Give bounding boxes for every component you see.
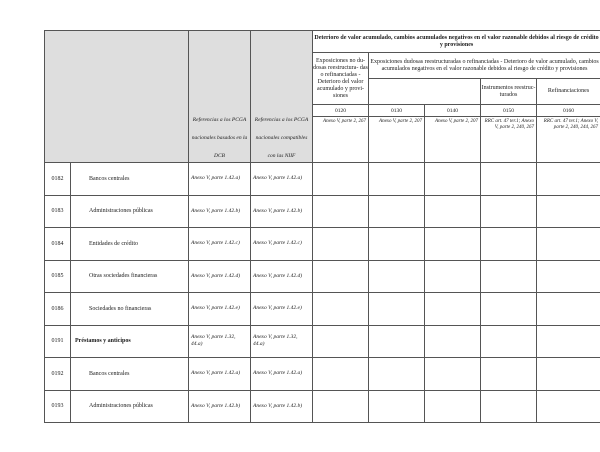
value-cell-0120[interactable]: [313, 228, 369, 261]
row-code: 0183: [45, 195, 71, 228]
value-cell-0140[interactable]: [425, 163, 481, 196]
col-code-0140: 0140: [425, 105, 481, 117]
row-ref-niif: Anexo V, parte 1.42.a): [251, 163, 313, 196]
table-row: [45, 260, 600, 293]
value-cell-0150[interactable]: [481, 358, 537, 391]
row-ref-dcb: Anexo V, parte 1.42.b): [189, 195, 251, 228]
row-code: 0184: [45, 228, 71, 261]
value-cell-0150[interactable]: [481, 195, 537, 228]
row-ref-niif: Anexo V, parte 1.42.b): [251, 195, 313, 228]
col-ref: Anexo V, parte 2, 207: [369, 117, 425, 163]
value-cell-0160[interactable]: [537, 228, 600, 261]
row-ref-niif: Anexo V, parte 1.32, 44.a): [251, 325, 313, 358]
row-ref-dcb: Anexo V, parte 1.42.a): [189, 163, 251, 196]
table-row: [45, 163, 600, 196]
row-ref-dcb: Anexo V, parte 1.42.c): [189, 228, 251, 261]
row-ref-niif: Anexo V, parte 1.42.a): [251, 358, 313, 391]
row-ref-niif: Anexo V, parte 1.42.b): [251, 390, 313, 423]
value-cell-0140[interactable]: [425, 358, 481, 391]
finrep-table: [44, 30, 600, 423]
col-code-0130: 0130: [369, 105, 425, 117]
header-performing: Exposiciones no du- dosas reestructura- das o refinanciadas - Deterioro del valor acumulado y provi- siones: [313, 53, 369, 105]
row-label: Administraciones públicas: [71, 195, 189, 228]
row-label: Entidades de crédito: [71, 228, 189, 261]
row-ref-dcb: Anexo V, parte 1.32, 44.a): [189, 325, 251, 358]
value-cell-0120[interactable]: [313, 390, 369, 423]
value-cell-0120[interactable]: [313, 163, 369, 196]
value-cell-0150[interactable]: [481, 325, 537, 358]
value-cell-0140[interactable]: [425, 390, 481, 423]
row-ref-niif: Anexo V, parte 1.42.e): [251, 293, 313, 326]
table-row: [45, 228, 600, 261]
value-cell-0130[interactable]: [369, 260, 425, 293]
col-code-0150: 0150: [481, 105, 537, 117]
col-code-0160: 0160: [537, 105, 600, 117]
table-row: [45, 325, 600, 358]
col-code-0120: 0120: [313, 105, 369, 117]
value-cell-0150[interactable]: [481, 293, 537, 326]
value-cell-0120[interactable]: [313, 195, 369, 228]
row-ref-dcb: Anexo V, parte 1.42.b): [189, 390, 251, 423]
col-ref: RRC art. 47 ter.1; Anexo V, parte 2, 240, 244, 267: [537, 117, 600, 163]
row-label: Otras sociedades financieras: [71, 260, 189, 293]
value-cell-0140[interactable]: [425, 195, 481, 228]
header-main-title: Deterioro de valor acumulado, cambios acumulados negativos en el valor razonable debidos al riesgo de crédito y provisiones: [313, 31, 600, 53]
value-cell-0120[interactable]: [313, 325, 369, 358]
value-cell-0120[interactable]: [313, 260, 369, 293]
value-cell-0120[interactable]: [313, 293, 369, 326]
row-ref-niif: Anexo V, parte 1.42.c): [251, 228, 313, 261]
row-code: 0185: [45, 260, 71, 293]
row-code: 0186: [45, 293, 71, 326]
row-label: Sociedades no financieras: [71, 293, 189, 326]
row-code: 0191: [45, 325, 71, 358]
value-cell-0150[interactable]: [481, 260, 537, 293]
row-code: 0182: [45, 163, 71, 196]
row-label: Bancos centrales: [71, 163, 189, 196]
blank-header-cell: [45, 31, 189, 163]
row-label: Préstamos y anticipos: [71, 325, 189, 358]
value-cell-0140[interactable]: [425, 228, 481, 261]
value-cell-0130[interactable]: [369, 358, 425, 391]
header-blank-sub: [369, 79, 481, 105]
row-label: Administraciones públicas: [71, 390, 189, 423]
value-cell-0150[interactable]: [481, 228, 537, 261]
value-cell-0160[interactable]: [537, 260, 600, 293]
value-cell-0130[interactable]: [369, 390, 425, 423]
value-cell-0160[interactable]: [537, 390, 600, 423]
value-cell-0140[interactable]: [425, 325, 481, 358]
value-cell-0130[interactable]: [369, 163, 425, 196]
value-cell-0160[interactable]: [537, 293, 600, 326]
value-cell-0160[interactable]: [537, 195, 600, 228]
header-ref-dcb: Referencias a los PCGA nacionales basados en la DCB: [189, 31, 251, 163]
value-cell-0150[interactable]: [481, 163, 537, 196]
row-ref-dcb: Anexo V, parte 1.42.a): [189, 358, 251, 391]
value-cell-0120[interactable]: [313, 358, 369, 391]
value-cell-0160[interactable]: [537, 358, 600, 391]
header-nonperforming: Exposiciones dudosas reestructuradas o refinanciadas - Deterioro de valor acumulado, cambios acumulados negativos en el valor razonable debidos al riesgo de crédito y provisiones: [369, 53, 600, 79]
col-ref: RRC art. 47 ter.1; Anexo V, parte 2, 240, 267: [481, 117, 537, 163]
value-cell-0140[interactable]: [425, 293, 481, 326]
header-ref-niif: Referencias a los PCGA nacionales compatibles con las NIIF: [251, 31, 313, 163]
table-row: [45, 358, 600, 391]
row-code: 0192: [45, 358, 71, 391]
value-cell-0150[interactable]: [481, 390, 537, 423]
header-refinanciaciones: Refinanciaciones: [537, 79, 600, 105]
value-cell-0130[interactable]: [369, 195, 425, 228]
row-label: Bancos centrales: [71, 358, 189, 391]
table-row: [45, 390, 600, 423]
value-cell-0160[interactable]: [537, 325, 600, 358]
row-ref-dcb: Anexo V, parte 1.42.d): [189, 260, 251, 293]
col-ref: Anexo V, parte 2, 207: [425, 117, 481, 163]
value-cell-0130[interactable]: [369, 293, 425, 326]
value-cell-0130[interactable]: [369, 228, 425, 261]
value-cell-0130[interactable]: [369, 325, 425, 358]
row-ref-dcb: Anexo V, parte 1.42.e): [189, 293, 251, 326]
value-cell-0160[interactable]: [537, 163, 600, 196]
table-row: [45, 293, 600, 326]
col-ref: Anexo V, parte 2, 267: [313, 117, 369, 163]
table-row: [45, 195, 600, 228]
value-cell-0140[interactable]: [425, 260, 481, 293]
row-code: 0193: [45, 390, 71, 423]
row-ref-niif: Anexo V, parte 1.42.d): [251, 260, 313, 293]
header-instrumentos: Instrumentos reestruc- turados: [481, 79, 537, 105]
